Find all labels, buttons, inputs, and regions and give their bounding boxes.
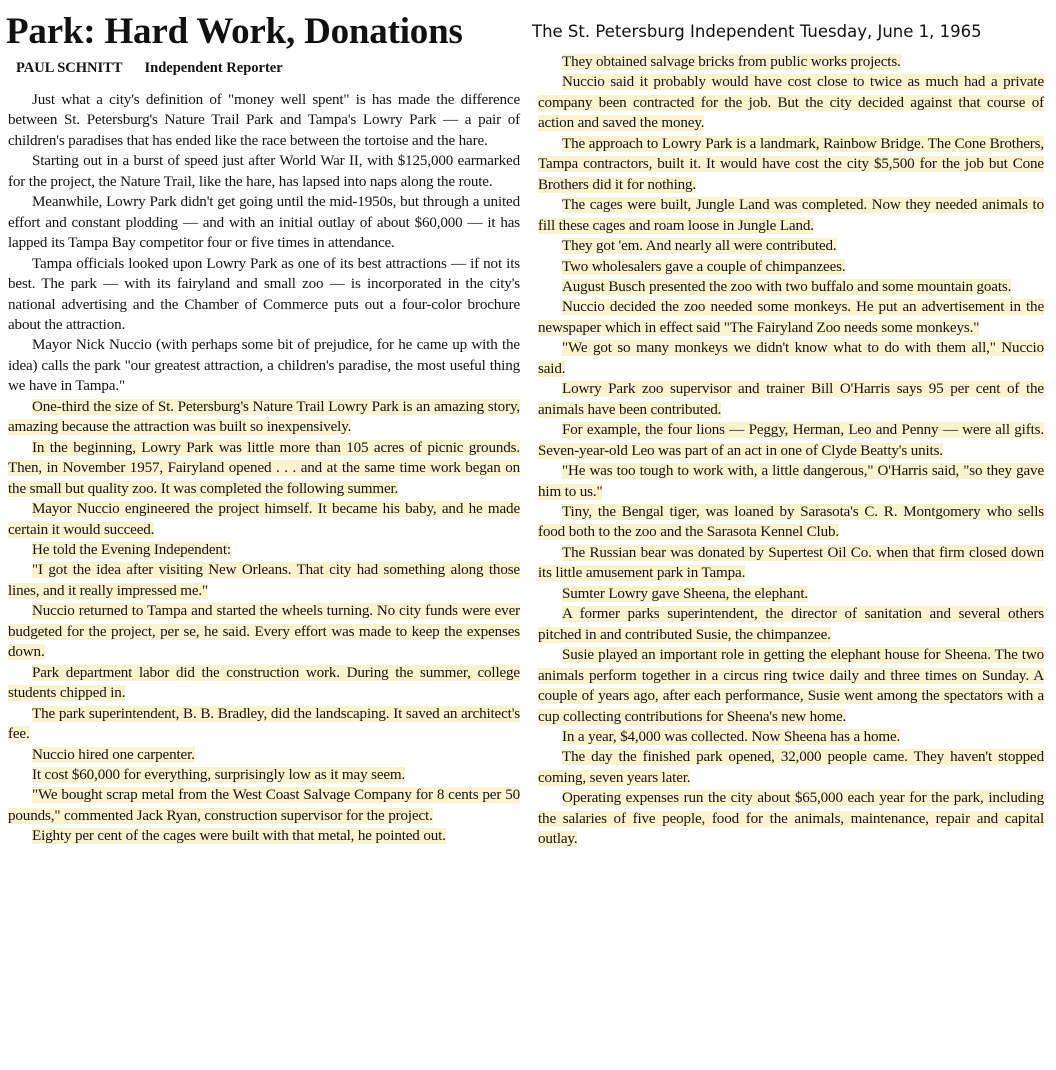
article-paragraph [8, 397, 520, 438]
paragraph-text: Tiny, the Bengal tiger, was loaned by Sarasota's C. R. Montgomery who sells food both to the zoo and the Sarasota Kennel Club. [538, 503, 1044, 541]
byline [16, 60, 283, 77]
article-paragraph [8, 151, 520, 192]
paragraph-text: Meanwhile, Lowry Park didn't get going until the mid-1950s, but through a united effort and constant plodding — and with an initial outlay of about $60,000 — it has lapped its Tampa Bay competitor four or five times in attendance. [8, 194, 520, 252]
paragraph-text: Park department labor did the construction work. During the summer, college students chipped in. [8, 664, 520, 702]
paragraph-text: Mayor Nick Nuccio (with perhaps some bit of prejudice, for he came up with the idea) calls the park "our greatest attraction, a children's paradise, the most useful thing we have in Tampa." [8, 337, 520, 395]
paragraph-text: Susie played an important role in getting the elephant house for Sheena. The two animals perform together in a circus ring twice daily and three times on Sunday. A couple of years ago, after each performance, Susie went among the spectators with a cup collecting contributions for Sheena's new home. [538, 647, 1044, 725]
paragraph-text: Operating expenses run the city about $65,000 each year for the park, including the salaries of five people, food for the animals, maintenance, repair and capital outlay. [538, 790, 1044, 848]
paragraph-text: Tampa officials looked upon Lowry Park as one of its best attractions — if not its best. The park — with its fairyland and small zoo — is incorporated in the city's national advertising and the Chamber of Commerce puts out a four-color brochure about the attraction. [8, 255, 520, 333]
paragraph-text: Sumter Lowry gave Sheena, the elephant. [562, 585, 809, 602]
article-column-left [8, 90, 520, 847]
article-paragraph [538, 338, 1044, 379]
paragraph-text: Eighty per cent of the cages were built with that metal, he pointed out. [32, 828, 446, 845]
article-paragraph [8, 745, 520, 765]
paragraph-text: He told the Evening Independent: [32, 541, 231, 558]
article-paragraph [538, 72, 1044, 133]
paragraph-text: "We bought scrap metal from the West Coast Salvage Company for 8 cents per 50 pounds," commented Jack Ryan, construction supervisor for the project. [8, 787, 520, 824]
paragraph-text: One-third the size of St. Petersburg's Nature Trail Lowry Park is an amazing story, amazing because the attraction was built so inexpensively. [8, 398, 520, 436]
paragraph-text: Two wholesalers gave a couple of chimpanzees. [562, 258, 846, 275]
article-paragraph [538, 257, 1044, 277]
article-paragraph [538, 297, 1044, 338]
article-paragraph [538, 277, 1044, 297]
article-paragraph [538, 134, 1044, 195]
paragraph-text: In the beginning, Lowry Park was little more than 105 acres of picnic grounds. Then, in November 1957, Fairyland opened . . . and at the same time work began on the small but quality zoo. It was completed the following summer. [8, 439, 520, 497]
paragraph-text: Nuccio hired one carpenter. [32, 746, 195, 763]
paragraph-text: Nuccio said it probably would have cost close to twice as much had a private company been contracted for the job. But the city decided against that course of action and saved the money. [538, 74, 1044, 132]
article-paragraph [538, 747, 1044, 788]
headline: Park: Hard Work, Donations [6, 11, 463, 52]
article-paragraph [8, 826, 520, 846]
paragraph-text: August Busch presented the zoo with two buffalo and some mountain goats. [562, 278, 1012, 295]
article-paragraph [538, 379, 1044, 420]
article-paragraph [538, 420, 1044, 461]
article-paragraph [8, 785, 520, 826]
paragraph-text: The park superintendent, B. B. Bradley, did the landscaping. It saved an architect's fee. [8, 705, 520, 743]
paragraph-text: Starting out in a burst of speed just after World War II, with $125,000 earmarked for the project, the Nature Trail, like the hare, has lapsed into naps along the route. [8, 153, 520, 190]
paragraph-text: "We got so many monkeys we didn't know what to do with them all," Nuccio said. [538, 340, 1044, 377]
paragraph-text: Mayor Nuccio engineered the project himself. It became his baby, and he made certain it would succeed. [8, 501, 520, 538]
article-paragraph [8, 663, 520, 704]
paragraph-text: They obtained salvage bricks from public works projects. [562, 54, 901, 70]
paragraph-text: A former parks superintendent, the director of sanitation and several others pitched in and contributed Susie, the chimpanzee. [538, 606, 1044, 643]
article-paragraph [538, 52, 1044, 72]
paragraph-text: The cages were built, Jungle Land was completed. Now they needed animals to fill these cages and roam loose in Jungle Land. [538, 197, 1044, 234]
paragraph-text: "I got the idea after visiting New Orleans. That city had something along those lines, and it really impressed me." [8, 562, 520, 599]
article-paragraph [8, 90, 520, 151]
paragraph-text: The Russian bear was donated by Supertest Oil Co. when that firm closed down its little amusement park in Tampa. [538, 544, 1044, 582]
paragraph-text: The approach to Lowry Park is a landmark, Rainbow Bridge. The Cone Brothers, Tampa contractors, built it. It would have cost the city $5,500 for the job but Cone Brothers did it for nothing. [538, 135, 1044, 193]
paragraph-text: In a year, $4,000 was collected. Now Sheena has a home. [562, 728, 901, 745]
article-paragraph [538, 461, 1044, 502]
article-paragraph [538, 645, 1044, 727]
article-paragraph [8, 335, 520, 396]
paragraph-text: The day the finished park opened, 32,000 people came. They haven't stopped coming, seven years later. [538, 749, 1044, 786]
article-paragraph [8, 704, 520, 745]
article-paragraph [538, 788, 1044, 849]
article-paragraph [538, 236, 1044, 256]
article-paragraph [538, 727, 1044, 747]
article-paragraph [8, 438, 520, 499]
article-paragraph [8, 192, 520, 253]
byline-role: Independent Reporter [144, 60, 283, 76]
article-paragraph [538, 604, 1044, 645]
paragraph-text: "He was too tough to work with, a little dangerous," O'Harris said, "so they gave him to us." [538, 463, 1044, 500]
article-paragraph [8, 254, 520, 336]
paragraph-text: Nuccio decided the zoo needed some monkeys. He put an advertisement in the newspaper which in effect said "The Fairyland Zoo needs some monkeys." [538, 299, 1044, 336]
paragraph-text: For example, the four lions — Peggy, Herman, Leo and Penny — were all gifts. Seven-year-old Leo was part of an act in one of Clyde Beatty's units. [538, 422, 1044, 459]
article-paragraph [538, 543, 1044, 584]
byline-author: PAUL SCHNITT [16, 60, 123, 76]
paragraph-text: Just what a city's definition of "money well spent" is has made the difference between St. Petersburg's Nature Trail Park and Tampa's Lowry Park — a pair of children's paradises that has ended like the race between the tortoise and the hare. [8, 92, 520, 149]
paragraph-text: Nuccio returned to Tampa and started the wheels turning. No city funds were ever budgeted for the project, per se, he said. Every effort was made to keep the expenses down. [8, 603, 520, 661]
paragraph-text: It cost $60,000 for everything, surprisingly low as it may seem. [32, 766, 406, 783]
dateline: The St. Petersburg Independent Tuesday, June 1, 1965 [532, 22, 982, 41]
paragraph-text: Lowry Park zoo supervisor and trainer Bill O'Harris says 95 per cent of the animals have been contributed. [538, 381, 1044, 418]
article-paragraph [538, 584, 1044, 604]
paragraph-text: They got 'em. And nearly all were contributed. [562, 238, 837, 255]
article-paragraph [538, 502, 1044, 543]
article-paragraph [538, 195, 1044, 236]
article-paragraph [8, 499, 520, 540]
article-paragraph [8, 560, 520, 601]
article-paragraph [8, 540, 520, 560]
article-column-right [538, 52, 1044, 850]
article-paragraph [8, 601, 520, 662]
article-paragraph [8, 765, 520, 785]
